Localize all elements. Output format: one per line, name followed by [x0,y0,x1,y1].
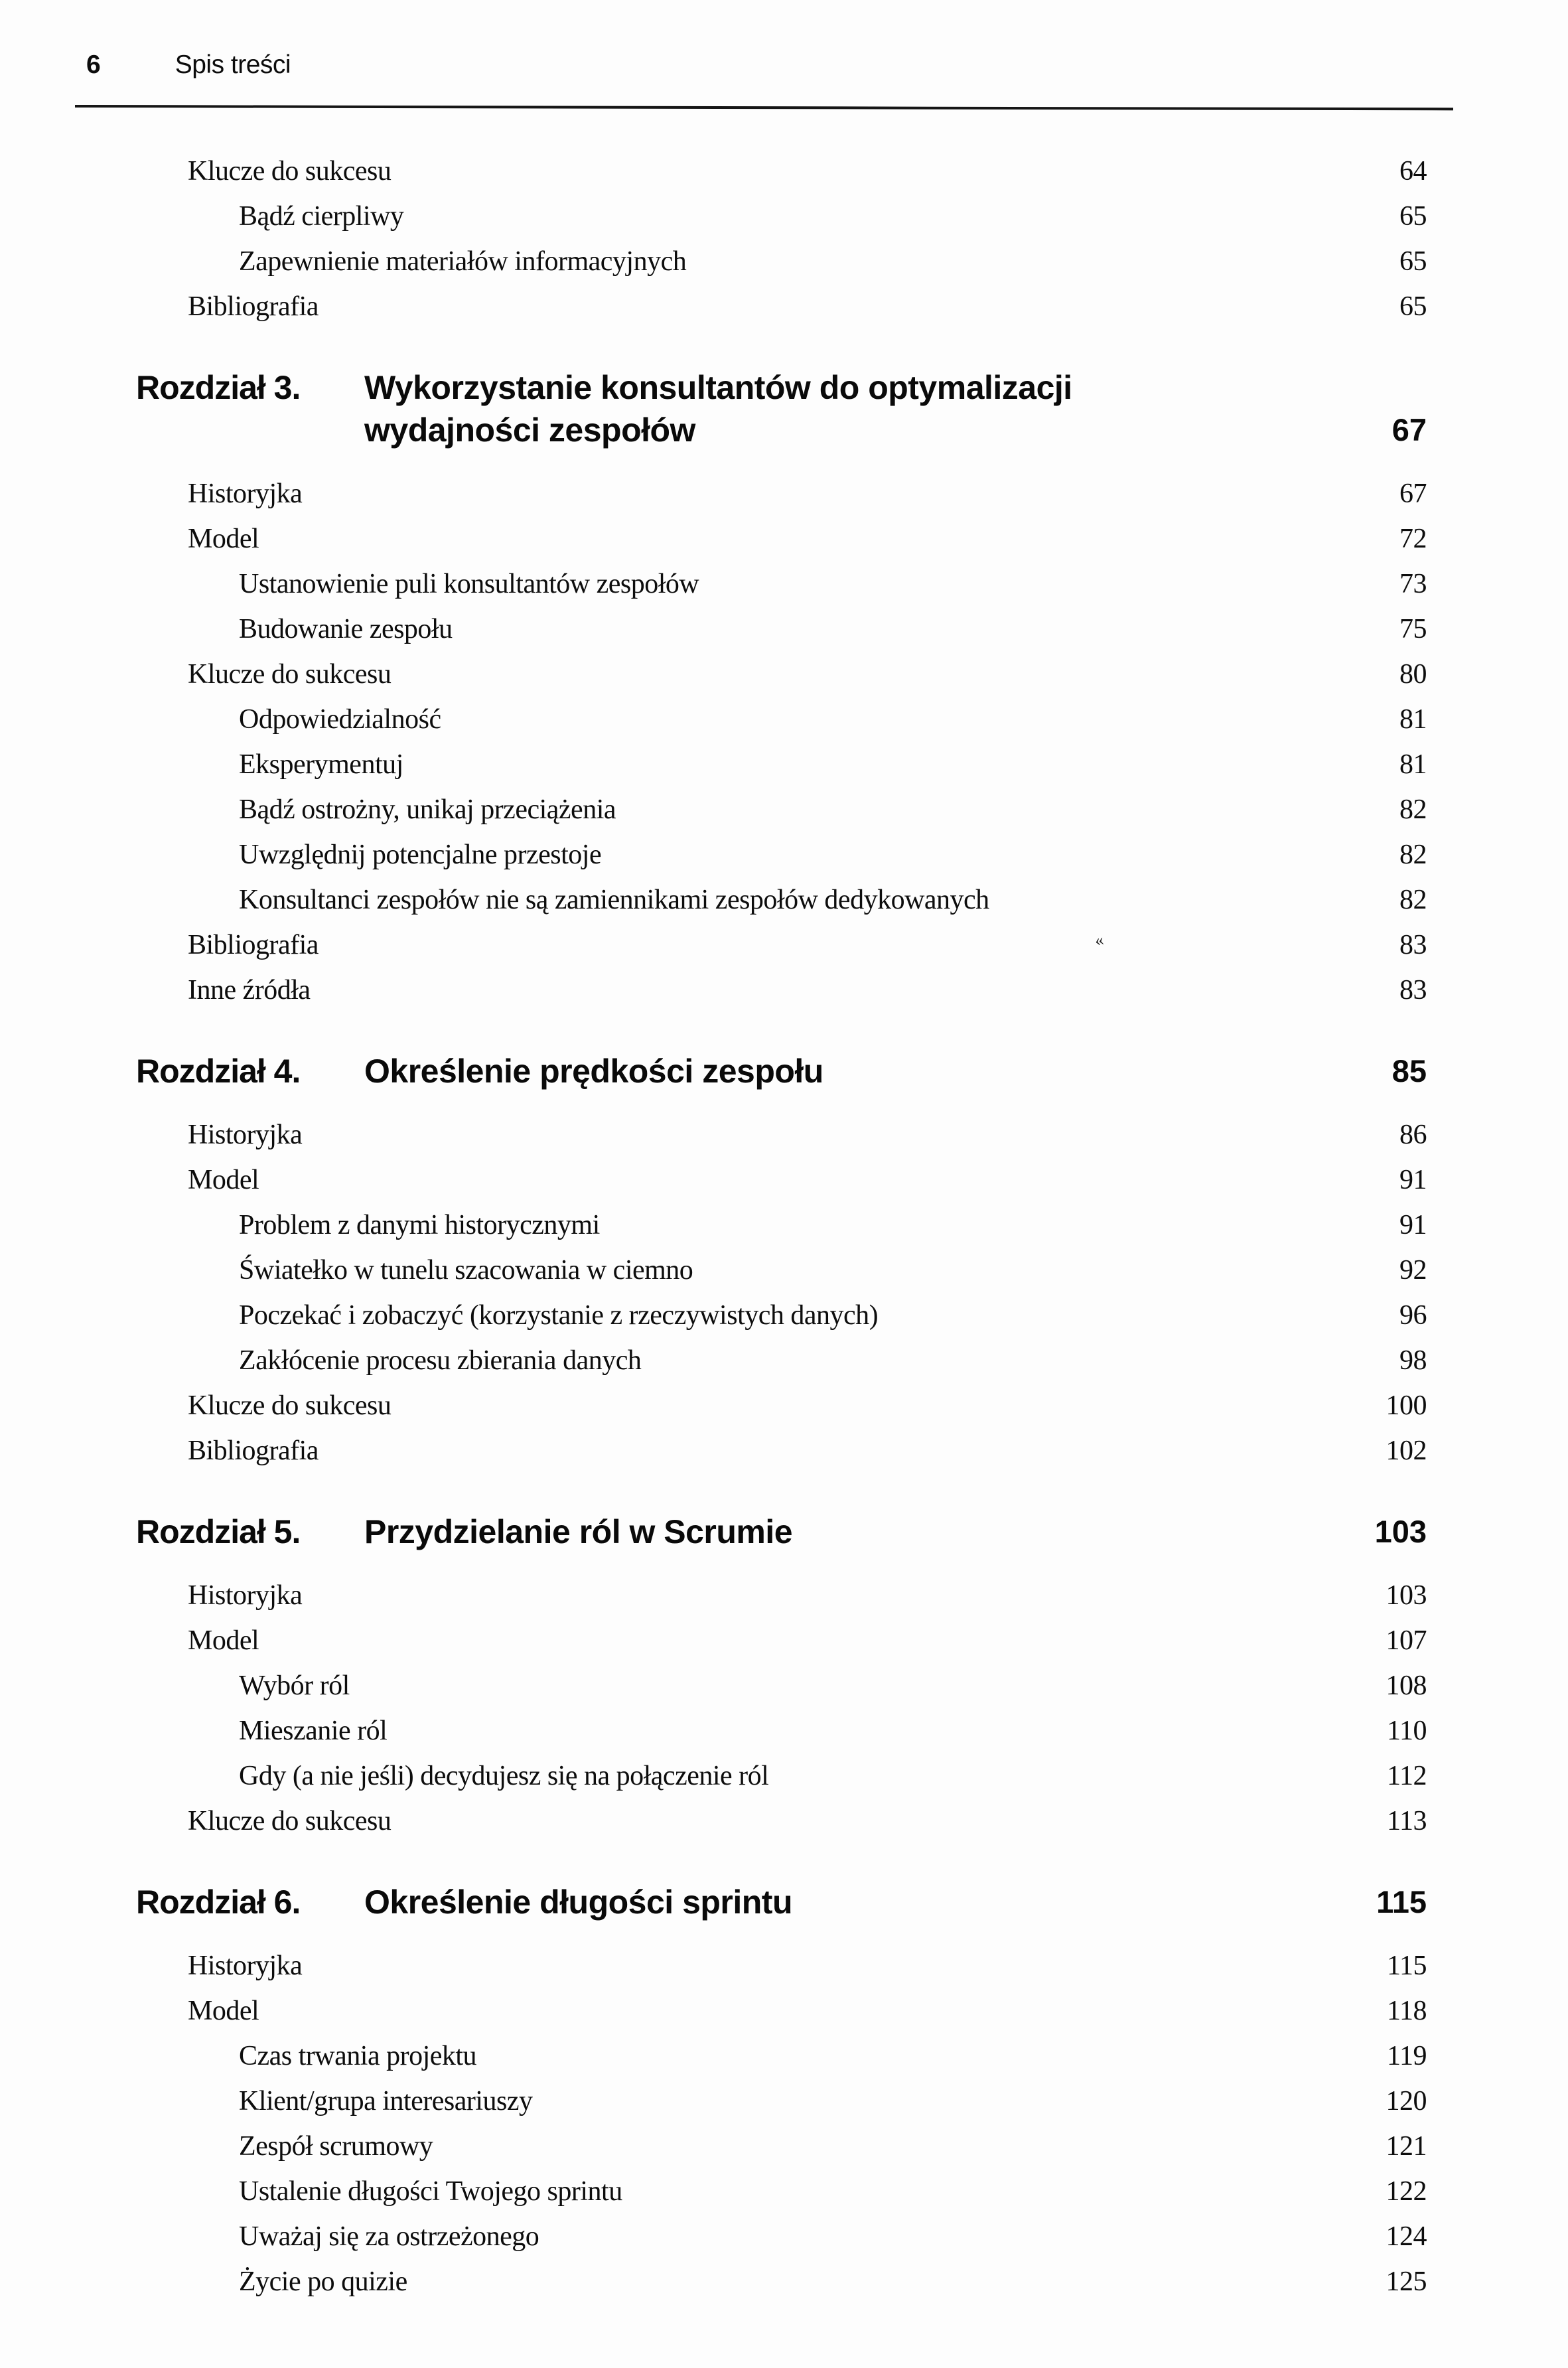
entry-page-number: 122 [1386,2176,1427,2207]
toc-chapter-row [136,1881,1427,1923]
toc-entry-row [239,877,1427,923]
entry-page-number: 113 [1387,1806,1427,1836]
toc-chapter-row [136,1511,1427,1553]
chapter-title: Przydzielanie ról w Scrumie [364,1513,793,1550]
entry-page-number: 64 [1399,156,1427,186]
entry-label: Problem z danymi historycznymi [239,1210,600,1240]
toc-entry-row [188,1988,1427,2034]
toc-entry-row [239,1293,1427,1338]
running-header [86,49,1427,81]
entry-page-number: 107 [1386,1625,1427,1656]
entry-label: Mieszanie ról [239,1716,388,1746]
entry-page-number: 82 [1399,885,1427,915]
toc-entry-row [188,1618,1427,1663]
entry-label: Poczekać i zobaczyć (korzystanie z rzeczywistych danych) [239,1300,879,1331]
entry-label: Światełko w tunelu szacowania w ciemno [239,1255,693,1286]
toc-list [0,149,1427,2304]
entry-page-number: 118 [1387,1996,1427,2026]
toc-entry-row [188,652,1427,697]
toc-entry-row [188,1943,1427,1988]
entry-label: Klient/grupa interesariuszy [239,2086,533,2116]
toc-entry-row [188,1428,1427,1473]
entry-label: Budowanie zespołu [239,614,453,644]
entry-page-number: 110 [1387,1716,1427,1746]
entry-page-number: 121 [1386,2131,1427,2162]
entry-label: Historyjka [188,1120,303,1150]
entry-page-number: 81 [1399,704,1427,735]
entry-label: Życie po quizie [239,2266,407,2297]
chapter-page-number: 85 [1391,1053,1427,1088]
entry-page-number: 103 [1386,1580,1427,1611]
entry-page-number: 91 [1399,1210,1427,1240]
toc-entry-row [188,516,1427,561]
chapter-title: Wykorzystanie konsultantów do optymalizacji wydajności zespołów [364,369,1072,449]
toc-entry-row [188,1383,1427,1428]
toc-entry-row [239,2034,1427,2079]
entry-page-number: 65 [1399,246,1427,277]
entry-page-number: 115 [1387,1951,1427,1981]
toc-entry-row [188,923,1427,968]
toc-entry-row [239,1708,1427,1753]
entry-page-number: 119 [1387,2041,1427,2071]
entry-label: Ustanowienie puli konsultantów zespołów [239,569,699,599]
toc-entry-row [239,1248,1427,1293]
chapter-number: Rozdział 5. [136,1513,301,1550]
entry-label: Zakłócenie procesu zbierania danych [239,1345,642,1376]
running-page-number: 6 [86,50,101,79]
toc-entry-row [188,1573,1427,1618]
toc-entry-row [188,471,1427,516]
entry-label: Historyjka [188,1580,303,1611]
entry-label: Historyjka [188,479,303,509]
entry-label: Ustalenie długości Twojego sprintu [239,2176,622,2207]
entry-page-number: 91 [1399,1165,1427,1195]
entry-label: Model [188,1165,259,1195]
toc-entry-row [239,2259,1427,2304]
entry-label: Bądź cierpliwy [239,201,404,232]
entry-label: Klucze do sukcesu [188,659,392,690]
entry-label: Bądź ostrożny, unikaj przeciążenia [239,794,616,825]
entry-label: Uważaj się za ostrzeżonego [239,2221,539,2252]
entry-label: Klucze do sukcesu [188,1390,392,1421]
toc-entry-row [188,1157,1427,1203]
toc-entry-row [188,149,1427,194]
entry-label: Bibliografia [188,930,319,960]
entry-label: Bibliografia [188,291,319,322]
entry-page-number: 72 [1399,524,1427,554]
entry-label: Zespół scrumowy [239,2131,433,2162]
chapter-title: Określenie długości sprintu [364,1884,792,1921]
entry-page-number: 80 [1399,659,1427,690]
entry-page-number: 112 [1387,1761,1427,1791]
toc-entry-row [188,1799,1427,1844]
entry-page-number: 82 [1399,794,1427,825]
entry-label: Uwzględnij potencjalne przestoje [239,840,602,870]
toc-entry-row [188,284,1427,329]
entry-page-number: 92 [1399,1255,1427,1286]
entry-label: Klucze do sukcesu [188,156,392,186]
chapter-number: Rozdział 3. [136,369,301,406]
toc-entry-row [239,607,1427,652]
entry-label: Konsultanci zespołów nie są zamiennikami zespołów dedykowanych [239,885,989,915]
entry-page-number: 102 [1386,1436,1427,1466]
chapter-number: Rozdział 4. [136,1053,301,1090]
entry-label: Model [188,1625,259,1656]
toc-entry-row [239,697,1427,742]
toc-entry-row [188,1112,1427,1157]
entry-page-number: 67 [1399,479,1427,509]
toc-entry-row [239,787,1427,832]
toc-entry-row [239,1753,1427,1799]
chapter-title: Określenie prędkości zespołu [364,1053,823,1090]
entry-label: Wybór ról [239,1670,350,1701]
toc-entry-row [239,2214,1427,2259]
entry-page-number: 98 [1399,1345,1427,1376]
entry-page-number: 83 [1399,930,1427,960]
header-rule [75,105,1453,110]
toc-entry-row [239,832,1427,877]
toc-entry-row [239,239,1427,284]
toc-entry-row [239,1338,1427,1383]
entry-label: Inne źródła [188,975,311,1005]
entry-page-number: 75 [1399,614,1427,644]
entry-page-number: 100 [1386,1390,1427,1421]
entry-label: Odpowiedzialność [239,704,441,735]
toc-entry-row [239,561,1427,607]
entry-page-number: 120 [1386,2086,1427,2116]
running-header-title: Spis treści [175,50,291,79]
toc-entry-row [239,2169,1427,2214]
entry-page-number: 81 [1399,749,1427,780]
entry-page-number: 96 [1399,1300,1427,1331]
entry-label: Historyjka [188,1951,303,1981]
entry-label: Model [188,524,259,554]
toc-entry-row [239,2079,1427,2124]
toc-chapter-row [136,366,1427,451]
toc-chapter-row [136,1050,1427,1092]
chapter-page-number: 115 [1376,1884,1427,1919]
entry-label: Zapewnienie materiałów informacyjnych [239,246,687,277]
entry-label: Czas trwania projektu [239,2041,477,2071]
entry-page-number: 82 [1399,840,1427,870]
entry-page-number: 65 [1399,291,1427,322]
entry-label: Bibliografia [188,1436,319,1466]
chapter-page-number: 67 [1391,412,1427,447]
entry-page-number: 83 [1399,975,1427,1005]
scan-speck: « [1093,930,1104,950]
entry-page-number: 125 [1386,2266,1427,2297]
toc-entry-row [239,194,1427,239]
entry-page-number: 86 [1399,1120,1427,1150]
entry-label: Model [188,1996,259,2026]
entry-label: Gdy (a nie jeśli) decydujesz się na połączenie ról [239,1761,769,1791]
chapter-page-number: 103 [1374,1514,1427,1549]
toc-entry-row [239,742,1427,787]
entry-page-number: 73 [1399,569,1427,599]
toc-entry-row [239,1663,1427,1708]
entry-page-number: 65 [1399,201,1427,232]
toc-entry-row [239,2124,1427,2169]
toc-entry-row [188,968,1427,1013]
entry-label: Klucze do sukcesu [188,1806,392,1836]
toc-entry-row [239,1203,1427,1248]
entry-page-number: 124 [1386,2221,1427,2252]
chapter-number: Rozdział 6. [136,1884,301,1921]
entry-label: Eksperymentuj [239,749,403,780]
entry-page-number: 108 [1386,1670,1427,1701]
